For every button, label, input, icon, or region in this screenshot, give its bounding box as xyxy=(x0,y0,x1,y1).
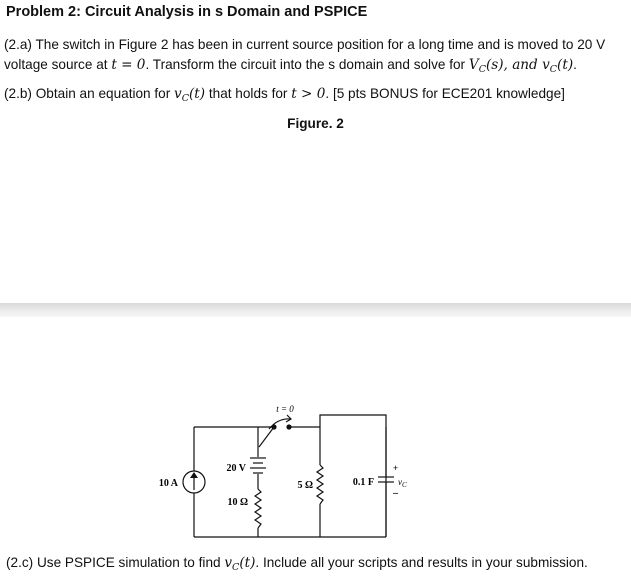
part-2b-text-segment: that holds for xyxy=(205,86,292,101)
part-2c-text-segment: . Include all your scripts and results in your submission. xyxy=(255,555,588,570)
part-2a-line1: (2.a) The switch in Figure 2 has been in current source position for a long time and is moved to 20 V xyxy=(4,37,606,52)
resistor-5-label: 5 Ω xyxy=(297,480,313,491)
part-2a-text-segment: voltage source at xyxy=(4,57,112,72)
math-subscript: C xyxy=(549,64,558,75)
problem-title: Problem 2: Circuit Analysis in s Domain and PSPICE xyxy=(6,4,368,20)
page-separator xyxy=(0,303,631,317)
math-vc-t xyxy=(174,86,205,102)
part-2b-text-segment: (2.b) Obtain an equation for xyxy=(4,86,175,101)
vc-subscript: C xyxy=(402,481,407,489)
circuit-wires xyxy=(194,415,386,537)
part-2c-text xyxy=(6,553,588,573)
math-symbol: V xyxy=(468,57,479,73)
math-t-equals-0: t = 0 xyxy=(111,57,146,73)
part-2b-text xyxy=(4,84,565,104)
current-source xyxy=(183,471,205,493)
circuit-diagram xyxy=(150,405,430,550)
switch xyxy=(259,415,291,447)
math-argument: (t) xyxy=(557,57,574,73)
part-2c-text-segment: (2.c) Use PSPICE simulation to find xyxy=(6,555,225,570)
part-2a-text xyxy=(4,35,605,75)
vc-minus-sign: – xyxy=(393,488,398,499)
switch-contact-right xyxy=(287,425,291,429)
part-2b-text-segment: . [5 pts BONUS for ECE201 knowledge] xyxy=(325,86,565,101)
figure-title: Figure. 2 xyxy=(287,116,344,131)
current-source-label: 10 A xyxy=(158,478,178,489)
part-2a-line2 xyxy=(4,55,605,75)
resistor-10-ohm xyxy=(255,489,261,528)
capacitor-label: 0.1 F xyxy=(352,477,374,488)
math-argument: (t) xyxy=(239,555,256,571)
math-t-greater-0: t > 0 xyxy=(291,86,326,102)
vc-label xyxy=(398,477,407,489)
math-vc-t xyxy=(224,555,255,571)
math-argument: (s), and xyxy=(485,57,543,73)
vc-symbol: v xyxy=(398,477,402,487)
resistor-5-ohm xyxy=(317,465,323,504)
math-symbol: v xyxy=(174,86,182,102)
math-subscript: C xyxy=(232,562,240,573)
voltage-source-label: 20 V xyxy=(226,463,246,474)
part-2a-text-segment: . xyxy=(573,57,577,72)
resistor-10-label: 10 Ω xyxy=(227,497,248,508)
math-symbol: v xyxy=(542,57,550,73)
voltage-source xyxy=(250,458,266,473)
wire-top-right xyxy=(320,415,386,537)
switch-label: t = 0 xyxy=(276,405,294,414)
math-argument: (t) xyxy=(189,86,206,102)
math-Vc-s xyxy=(469,57,573,73)
part-2a-text-segment: . Transform the circuit into the s domain and solve for xyxy=(145,57,469,72)
math-subscript: C xyxy=(478,64,486,75)
vc-plus-sign: + xyxy=(393,463,399,473)
math-subscript: C xyxy=(181,93,189,104)
math-symbol: v xyxy=(224,555,233,571)
switch-blade xyxy=(259,427,274,447)
